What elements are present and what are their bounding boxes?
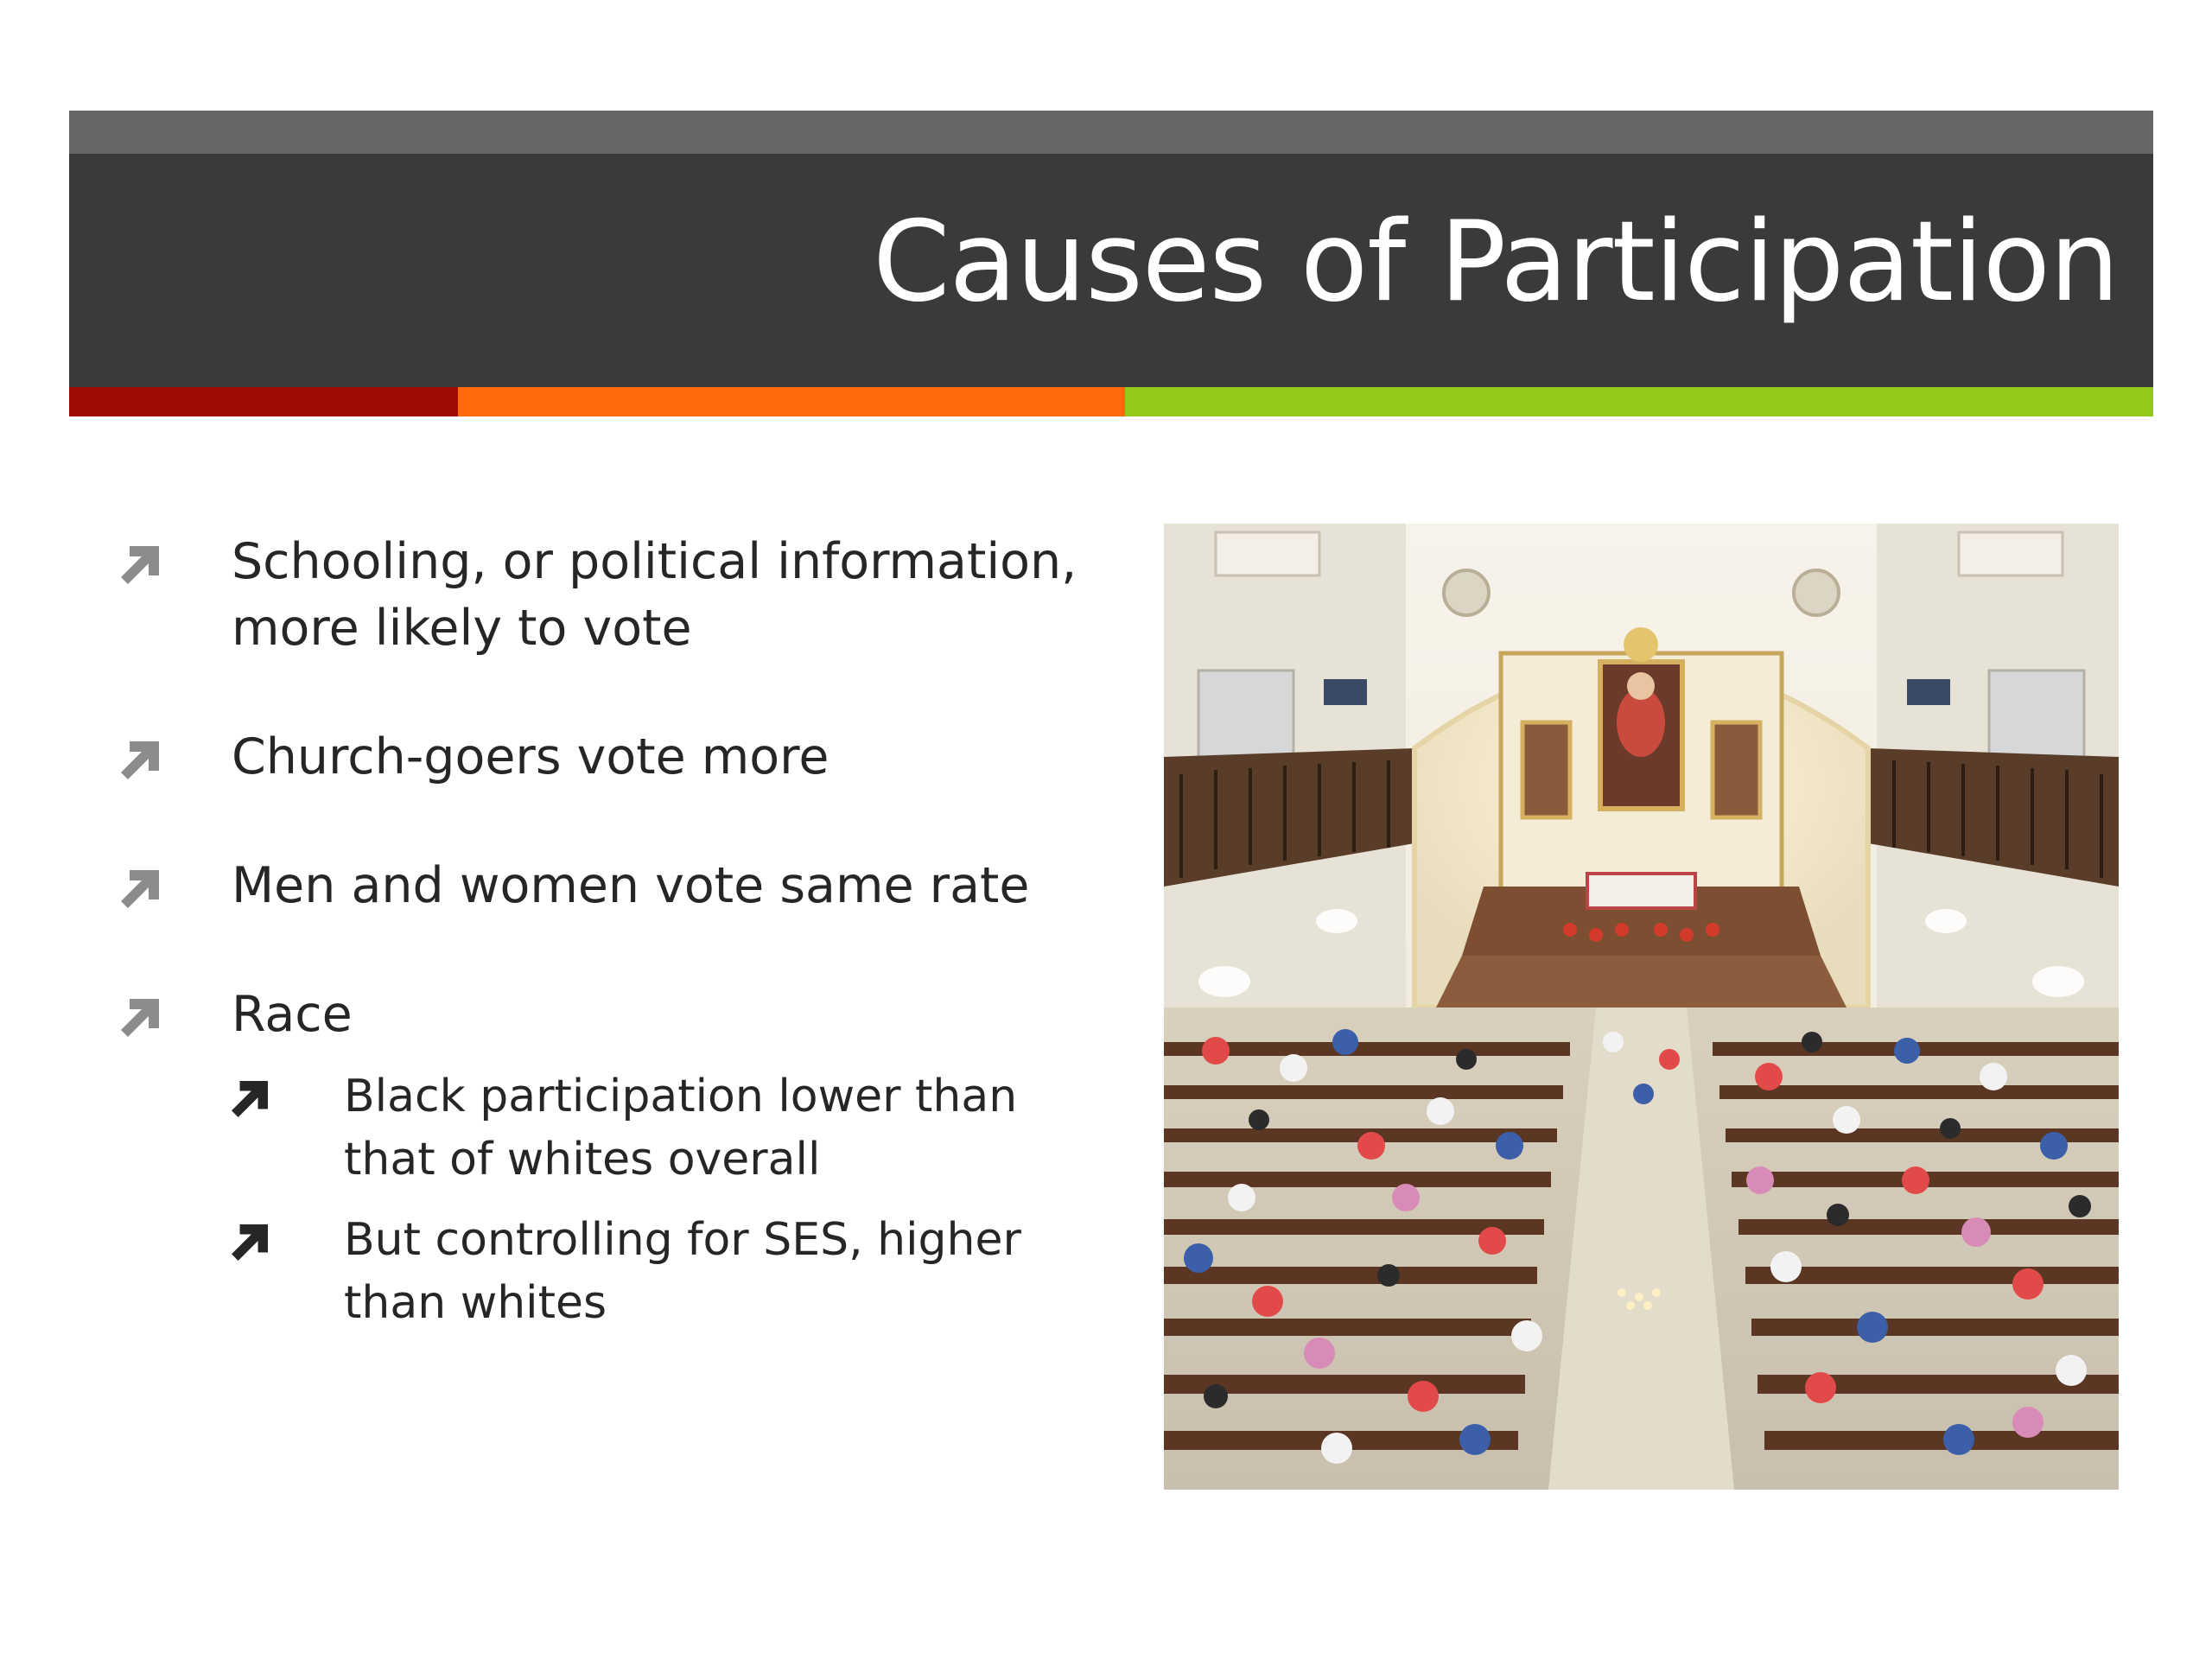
sub-bullet-list — [232, 1065, 1097, 1335]
bullet-text: Men and women vote same rate — [232, 857, 1030, 914]
arrow-up-right-icon — [121, 741, 159, 779]
sub-bullet-item — [232, 1065, 1097, 1192]
bullet-text: Church-goers vote more — [232, 728, 830, 785]
sub-bullet-text: Black participation lower than that of whites overall — [344, 1071, 1018, 1185]
church-interior-illustration — [1164, 524, 2119, 1490]
title-band — [69, 154, 2153, 387]
sub-bullet-item — [232, 1209, 1097, 1335]
arrow-up-right-icon — [121, 999, 159, 1037]
bullet-item — [121, 724, 1097, 791]
bullet-item — [121, 529, 1097, 662]
arrow-up-right-icon — [232, 1081, 268, 1117]
accent-segment-green — [1125, 387, 2153, 416]
bullet-text: Schooling, or political information, more likely to vote — [232, 533, 1077, 657]
arrow-up-right-icon — [121, 546, 159, 584]
accent-segment-red — [69, 387, 458, 416]
sub-bullet-text: But controlling for SES, higher than whites — [344, 1214, 1021, 1329]
bullet-text: Race — [232, 986, 353, 1043]
bullet-item — [121, 853, 1097, 919]
accent-bar — [69, 387, 2153, 416]
bullet-list — [121, 529, 1097, 1335]
arrow-up-right-icon — [232, 1224, 268, 1261]
arrow-up-right-icon — [121, 870, 159, 908]
church-interior-photo — [1164, 524, 2119, 1490]
title-top-strip — [69, 111, 2153, 154]
bullet-item — [121, 982, 1097, 1335]
accent-segment-orange — [458, 387, 1125, 416]
slide-title: Causes of Participation — [873, 198, 2119, 327]
